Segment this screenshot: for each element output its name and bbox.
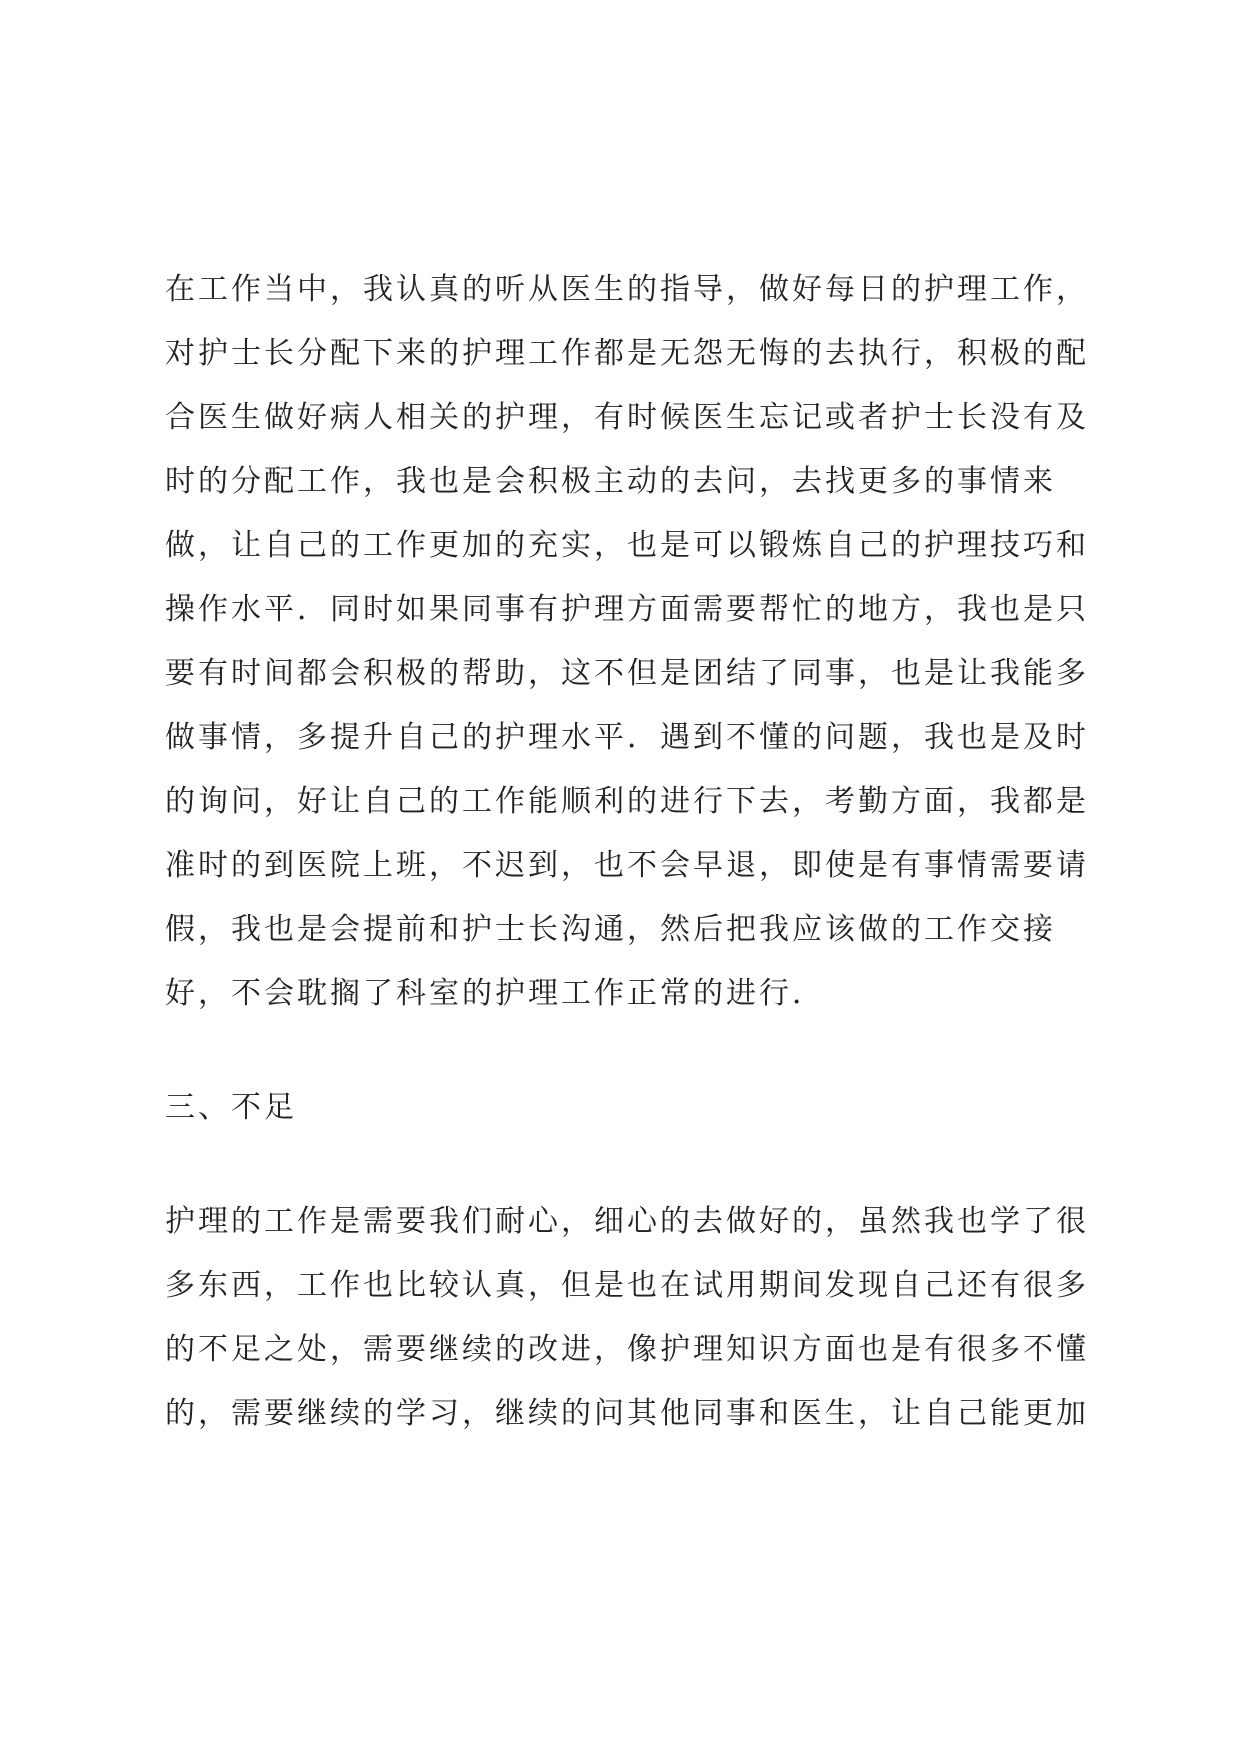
text-line: 假，我也是会提前和护士长沟通，然后把我应该做的工作交接: [165, 912, 1056, 947]
text-line: 合医生做好病人相关的护理，有时候医生忘记或者护士长没有及: [165, 400, 1089, 435]
text-line: 在工作当中，我认真的听从医生的指导，做好每日的护理工作，: [165, 272, 1089, 307]
document-body: [165, 258, 1095, 1446]
text-line: 好，不会耽搁了科室的护理工作正常的进行．: [165, 976, 825, 1011]
text-line: 的询问，好让自己的工作能顺利的进行下去，考勤方面，我都是: [165, 784, 1089, 819]
paragraph-work-performance: [165, 258, 1095, 1026]
section-heading: 三、不足: [165, 1090, 297, 1125]
text-line: 护理的工作是需要我们耐心，细心的去做好的，虽然我也学了很: [165, 1204, 1089, 1239]
text-line: 做事情，多提升自己的护理水平．遇到不懂的问题，我也是及时: [165, 720, 1089, 755]
text-line: 要有时间都会积极的帮助，这不但是团结了同事，也是让我能多: [165, 656, 1089, 691]
text-line: 多东西，工作也比较认真，但是也在试用期间发现自己还有很多: [165, 1268, 1089, 1303]
text-line: 做，让自己的工作更加的充实，也是可以锻炼自己的护理技巧和: [165, 528, 1089, 563]
text-line: 对护士长分配下来的护理工作都是无怨无悔的去执行，积极的配: [165, 336, 1089, 371]
text-line: 时的分配工作，我也是会积极主动的去问，去找更多的事情来: [165, 464, 1056, 499]
text-line: 的，需要继续的学习，继续的问其他同事和医生，让自己能更加: [165, 1396, 1089, 1431]
text-line: 准时的到医院上班，不迟到，也不会早退，即使是有事情需要请: [165, 848, 1089, 883]
text-line: 操作水平．同时如果同事有护理方面需要帮忙的地方，我也是只: [165, 592, 1089, 627]
paragraph-shortcomings: [165, 1190, 1095, 1446]
text-line: 的不足之处，需要继续的改进，像护理知识方面也是有很多不懂: [165, 1332, 1089, 1367]
